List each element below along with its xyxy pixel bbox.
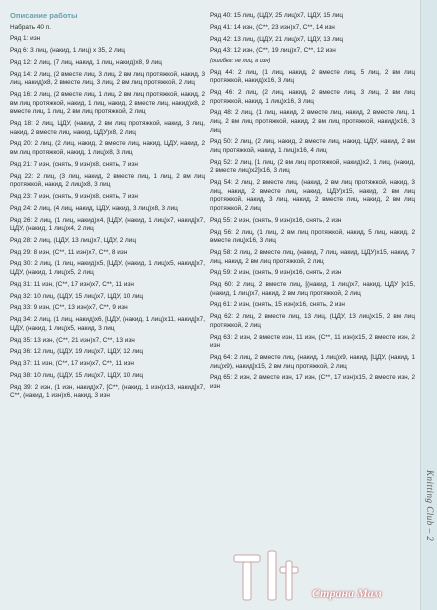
pattern-row: Ряд 48: 2 лиц, (1 лиц, накид, 2 вместе лиц, накид, 2 вместе лиц, 1 лиц, 2 вм лиц протяжкой, накид, 2 вм лиц протяжкой, накид)x16, 3 лиц [210, 109, 415, 134]
right-row-list [210, 12, 415, 392]
pattern-row: Ряд 65: 2 изн, 2 вместе изн, 17 изн, (С**, 17 изн)x15, 2 вместе изн, 2 изн [210, 374, 415, 390]
left-column [10, 12, 205, 404]
pattern-row: Ряд 14: 2 лиц, (2 вместе лиц, 3 лиц, 2 вм лиц протяжкой, накид, 3 лиц, накид)x8, 2 вместе лиц, 3 лиц, 2 вм лиц протяжкой, 2 лиц [10, 70, 205, 87]
pattern-row: Ряд 22: 2 лиц, (3 лиц, накид, 2 вместе лиц, 1 лиц, 2 вм лиц протяжкой, накид, 2 лиц)x8, 3 лиц [10, 172, 205, 189]
pattern-row: Ряд 35: 13 изн, (С**, 21 изн)x7, С**, 13 изн [10, 336, 135, 344]
pattern-row: Ряд 42: 13 лиц, (ЦДУ, 21 лиц)x7, ЦДУ, 13 лиц [210, 35, 344, 43]
pattern-row: Ряд 60: 2 лиц, 2 вместе лиц, [(накид, 1 лиц)x7, накид, ЦДУ ]x15, (накид, 1 лиц)x7, накид, 2 вм лиц протяжкой, 2 лиц [210, 281, 415, 297]
pattern-row: Ряд 61: 2 изн, (снять, 15 изн)x16, снять, 2 изн [210, 301, 345, 309]
pattern-row: Ряд 43: 12 изн, (С**, 19 лиц)x7, С**, 12 изн [210, 47, 336, 55]
pattern-row: Ряд 39: 2 изн, (1 изн, накид)x7, [С**, (накид, 1 изн)x13, накид]x7, С**, (накид, 1 изн)x6, накид, 3 изн [10, 383, 205, 400]
pattern-row: Ряд 34: 2 лиц, (1 лиц, накид)x6, [ЦДУ, (накид, 1 лиц)x11, накид]x7, ЦДУ, (накид, 1 лиц)x5, накид, 3 лиц [10, 316, 205, 332]
pattern-row: Ряд 58: 2 лиц, 2 вместе лиц, (накид, 7 лиц, накид, ЦДУ)x15, накид, 7 лиц, накид, 2 вм лиц протяжкой, 2 лиц [210, 248, 415, 265]
pattern-row: Ряд 55: 2 изн, (снять, 9 изн)x16, снять, 2 изн [210, 216, 342, 224]
errata-note: (ошибка: не лиц, а изн) [210, 58, 271, 65]
pattern-row: Ряд 41: 14 изн, (С**, 23 изн)x7, С**, 14 изн [210, 23, 335, 31]
pattern-row: Ряд 23: 7 изн, (снять, 9 изн)x8, снять, 7 изн [10, 192, 138, 200]
pattern-row: Ряд 62: 2 лиц, 2 вместе лиц, 13 лиц, (ЦДУ, 13 лиц)x15, 2 вм лиц протяжкой, 2 лиц [210, 313, 415, 329]
pattern-row: Ряд 12: 2 лиц, (7 лиц, накид, 1 лиц, накид)x8, 9 лиц [10, 58, 162, 66]
pattern-row: Ряд 6: 3 лиц, (накид, 1 лиц) x 35, 2 лиц [10, 47, 125, 55]
pattern-row: Ряд 32: 10 лиц, (ЦДУ, 15 лиц)x7, ЦДУ, 10 лиц [10, 292, 144, 300]
pattern-row: Ряд 18: 2 лиц, ЦДУ, (накид, 2 вм лиц протяжкой, накид, 3 лиц, накид, 2 вместе лиц, накид, ЦДУ)x8, 2 лиц [10, 120, 205, 136]
pattern-row: Ряд 20: 2 лиц, (2 лиц, накид, 2 вместе лиц, накид, ЦДУ, накид, 2 вм лиц протяжкой, накид, 1 лиц)x8, 3 лиц [10, 140, 205, 157]
pattern-row: Ряд 16: 2 лиц, (2 вместе лиц, 1 лиц, 2 вм лиц протяжкой, накид, 2 вм лиц протяжкой, накид, 1 лиц, накид, 2 вместе лиц, накид)x8, 2 вместе лиц, 1 лиц, 2 вм лиц протяжкой, 2 лиц [10, 91, 205, 116]
pattern-row: Ряд 1: изн [10, 35, 41, 43]
pattern-row: Ряд 59: 2 изн, (снять, 9 изн)x16, снять, 2 изн [210, 269, 342, 277]
pattern-row: Набрать 40 п. [10, 23, 51, 31]
pattern-row: Ряд 21: 7 изн, (снять, 9 изн)x8, снять, 7 изн [10, 160, 138, 168]
pattern-row: Ряд 56: 2 лиц, (1 лиц, 2 вм лиц протяжкой, накид, 5 лиц, накид, 2 вместе лиц)x16, 3 лиц [210, 228, 415, 245]
pattern-row: Ряд 30: 2 лиц, (1 лиц, накид)x5, [ЦДУ, (накид, 1 лиц)x5, накид]x7, ЦДУ, (накид, 1 лиц)x5, 2 лиц [10, 260, 205, 277]
pattern-row: Ряд 36: 12 лиц, (ЦДУ, 19 лиц)x7, ЦДУ, 12 лиц [10, 348, 144, 356]
left-row-list [10, 24, 205, 401]
pattern-row: Ряд 40: 15 лиц, (ЦДУ, 25 лиц)x7, ЦДУ, 15 лиц [210, 12, 344, 19]
pattern-row: Ряд 37: 11 изн, (С**, 17 изн)x7, С**, 11 изн [10, 360, 134, 368]
pattern-row: Ряд 44: 2 лиц, (1 лиц, накид, 2 вместе лиц, 5 лиц, 2 вм лиц протяжкой, накид)x16, 3 лиц [210, 68, 415, 85]
right-column [210, 12, 415, 395]
pattern-row: Ряд 52: 2 лиц, [1 лиц, (2 вм лиц протяжкой, накид)x2, 1 лиц, (накид, 2 вместе лиц)x2]x16, 3 лиц [210, 158, 415, 175]
pattern-row: Ряд 54: 2 лиц, 2 вместе лиц, (накид, 2 вм лиц протяжкой, накид, 3 лиц, накид, 2 вместе лиц, накид, ЦДУ)x15, накид, 2 вм лиц протяжкой, накид, 3 лиц, накид, 2 вместе лиц, накид, 2 вм лиц протяжкой, 2 лиц [210, 179, 415, 212]
pattern-row: Ряд 46: 2 лиц, (2 лиц, накид, 2 вместе лиц, 3 лиц, 2 вм лиц протяжкой, накид, 1 лиц)x16, 3 лиц [210, 89, 415, 105]
watermark-text: Страна Мам [312, 586, 382, 600]
watermark-logo-icon [228, 545, 308, 605]
pattern-row: Ряд 28: 2 лиц, (ЦДУ, 13 лиц)x7, ЦДУ, 2 лиц [10, 236, 136, 244]
pattern-row: Ряд 63: 2 изн, 2 вместе изн, 11 изн, (С**, 11 изн)x15, 2 вместе изн, 2 изн [210, 333, 415, 350]
pattern-row: Ряд 29: 8 изн, (С**, 11 изн)x7, С**, 8 изн [10, 248, 128, 256]
pattern-row: Ряд 31: 11 изн, (С**, 17 изн)x7, С**, 11 изн [10, 280, 134, 288]
pattern-row: Ряд 24: 2 лиц, (4 лиц, накид, ЦДУ, накид, 3 лиц)x8, 3 лиц [10, 204, 178, 212]
pattern-row: Ряд 50: 2 лиц, (2 лиц, накид, 2 вместе лиц, накид, ЦДУ, накид, 2 вм лиц протяжкой, накид, 1 лиц)x16, 4 лиц [210, 138, 415, 155]
pattern-row: Ряд 26: 2 лиц, (1 лиц, накид)x4, [ЦДУ, (накид, 1 лиц)x7, накид]x7, ЦДУ, (накид, 1 лиц)x4, 2 лиц [10, 216, 205, 233]
pattern-row: Ряд 64: 2 лиц, 2 вместе лиц, (накид, 1 лиц)x9, накид, [ЦДУ, (накид, 1 лиц)x9), накид]x15, 2 вм лиц протяжкой, 2 лиц [210, 353, 415, 370]
pattern-row: Ряд 33: 9 изн, (С**, 13 изн)x7, С**, 9 изн [10, 304, 128, 312]
section-heading: Описание работы [10, 11, 78, 20]
pattern-row: Ряд 38: 10 лиц, (ЦДУ, 15 лиц)x7, ЦДУ, 10 лиц [10, 371, 144, 379]
side-label: Knitting Club – 2 [425, 470, 435, 542]
